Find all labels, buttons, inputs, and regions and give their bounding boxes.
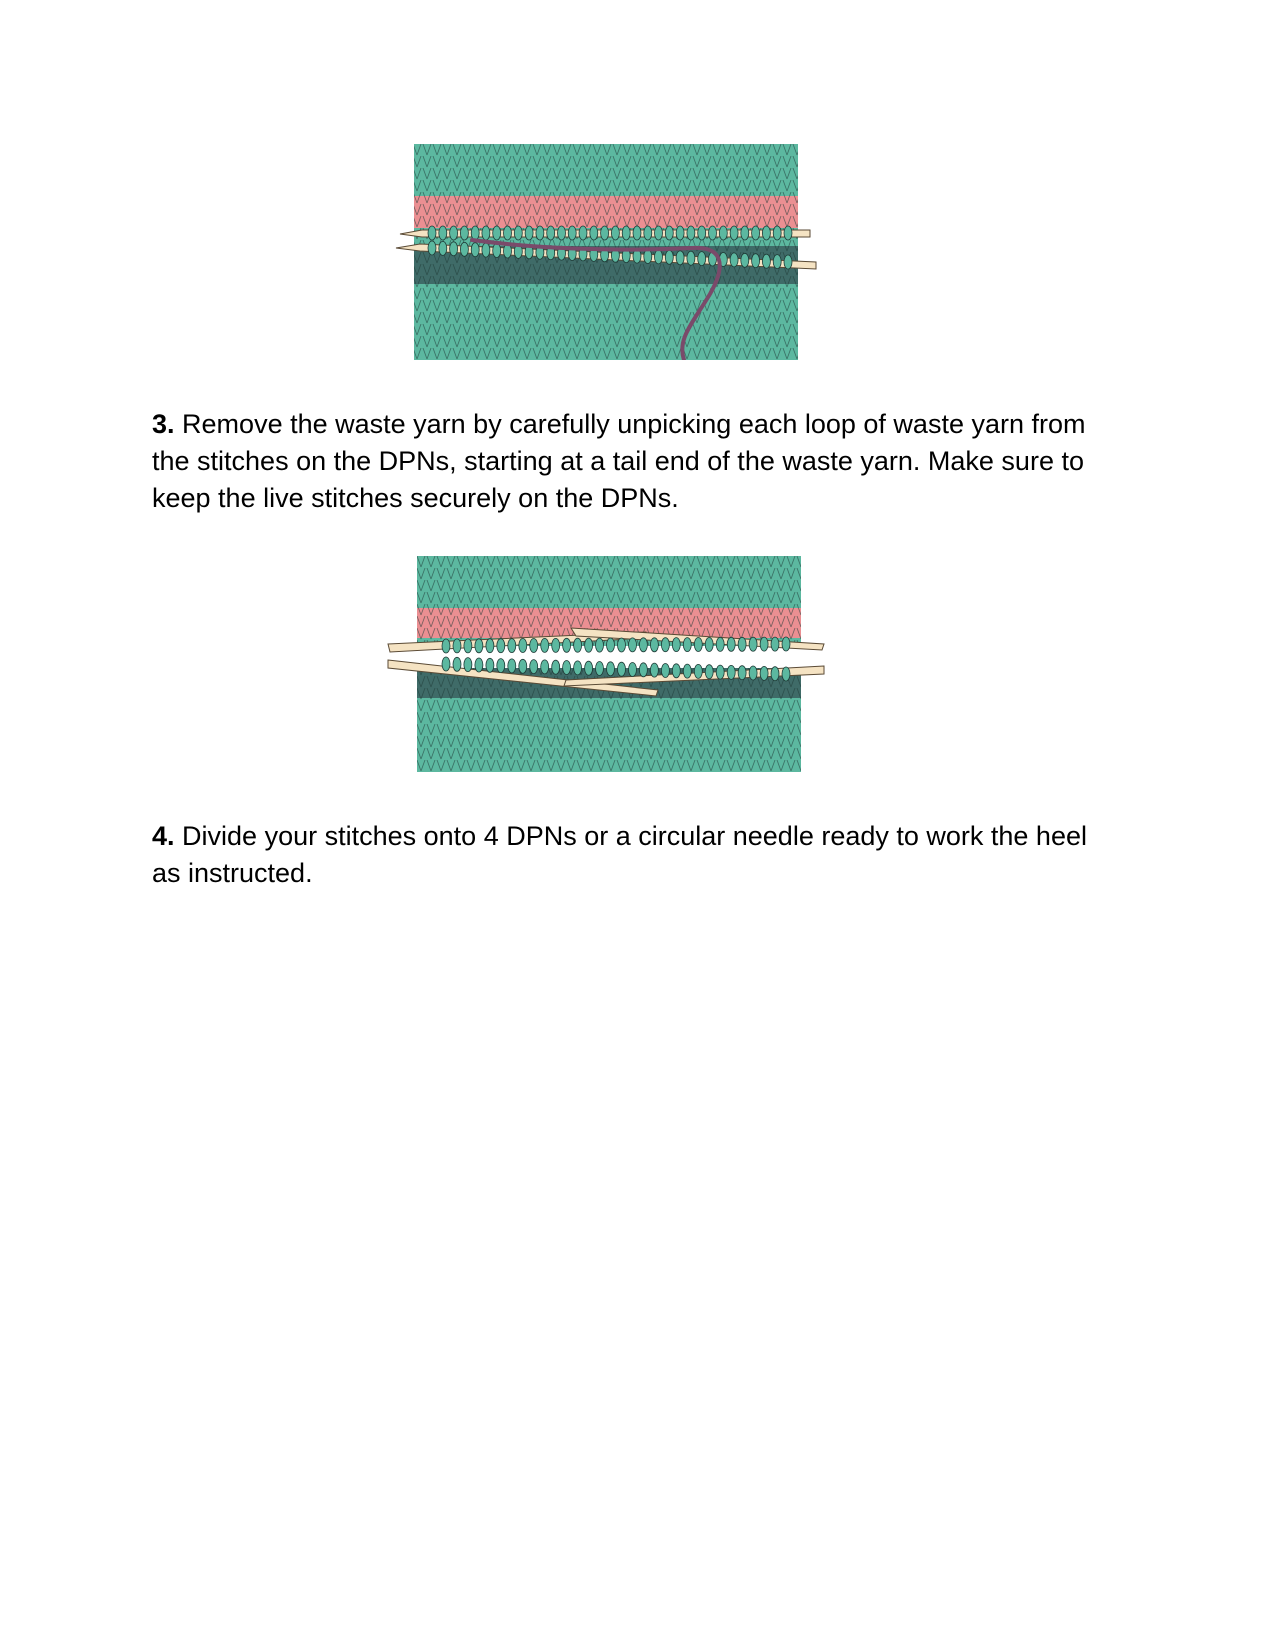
stitch-loop [719, 226, 727, 240]
stitch-loop [741, 253, 749, 267]
stitch-loop [428, 241, 436, 255]
stitch-loop [773, 226, 781, 240]
stitch-loop [639, 638, 647, 652]
stitch-loop [471, 226, 479, 240]
stitch-loop [727, 665, 735, 679]
stitch-loop [709, 226, 717, 240]
stitch-loop [650, 663, 658, 677]
stitch-loop [655, 250, 663, 264]
step-3-instruction [152, 406, 1112, 517]
stitch-loop [460, 242, 468, 256]
stitch-loop [771, 637, 779, 651]
stitch-loop [730, 253, 738, 267]
stitch-loop [536, 226, 544, 240]
stitch-loop [644, 226, 652, 240]
stitch-loop [568, 226, 576, 240]
stitch-loop [741, 226, 749, 240]
stitch-loop [629, 638, 637, 652]
stitch-loop [738, 666, 746, 680]
stitch-loop [773, 255, 781, 269]
stitch-loop [683, 664, 691, 678]
stitch-loop [471, 243, 479, 257]
stitch-loop [784, 226, 792, 240]
stitch-loop [552, 638, 560, 652]
stitch-loop [464, 658, 472, 672]
stitch-loop [596, 638, 604, 652]
stitch-loop [782, 667, 790, 681]
stitch-loop [730, 226, 738, 240]
stitch-loop [611, 226, 619, 240]
stitch-loop [752, 254, 760, 268]
stitch-loop [771, 667, 779, 681]
stitch-loop [453, 639, 461, 653]
stitch-loop [504, 226, 512, 240]
stitch-loop [574, 638, 582, 652]
stitch-loop [493, 226, 501, 240]
step-text: Remove the waste yarn by carefully unpicking each loop of waste yarn from the stitches on the DPNs, starting at a tail end of the waste yarn. Make sure to keep the live stitches securely on the DPNs. [152, 409, 1086, 513]
stitch-loop [450, 226, 458, 240]
stitch-loop [541, 638, 549, 652]
stitch-loop [687, 226, 695, 240]
stitch-loop [525, 226, 533, 240]
knitting-waste-yarn-figure [392, 144, 822, 360]
stitch-loop [698, 252, 706, 266]
stitch-loop [428, 226, 436, 240]
stitch-loop [563, 661, 571, 675]
stitch-loop [782, 637, 790, 651]
stitch-loop [596, 662, 604, 676]
stitch-loop [650, 638, 658, 652]
stitch-loop [661, 664, 669, 678]
stitch-loop [672, 638, 680, 652]
step-number: 3. [152, 409, 175, 439]
stitch-loop [607, 662, 615, 676]
stitch-loop [705, 638, 713, 652]
stitch-loop [585, 661, 593, 675]
stitch-loop [762, 226, 770, 240]
stitch-loop [661, 638, 669, 652]
stitch-loop [541, 660, 549, 674]
stitch-loop [727, 637, 735, 651]
stitch-loop [601, 226, 609, 240]
stitch-loop [676, 251, 684, 265]
stitch-loop [644, 250, 652, 264]
stitch-loop [442, 639, 450, 653]
stitch-loop [493, 244, 501, 258]
stitch-loop [618, 662, 626, 676]
stitch-loop [530, 660, 538, 674]
stitch-loop [633, 226, 641, 240]
stitch-loop [574, 661, 582, 675]
stitch-loop [694, 638, 702, 652]
stitch-loop [460, 226, 468, 240]
stitch-loop [585, 638, 593, 652]
stitch-loop [508, 659, 516, 673]
stitch-loop [590, 226, 598, 240]
stitch-loop [563, 638, 571, 652]
step-4-instruction [152, 818, 1112, 892]
stitch-loop [672, 664, 680, 678]
stitch-loop [530, 639, 538, 653]
stitch-loop [683, 638, 691, 652]
stitch-loop [698, 226, 706, 240]
stitch-loop [486, 639, 494, 653]
stitch-loop [665, 250, 673, 264]
stitch-loop [749, 637, 757, 651]
stitch-loop [514, 226, 522, 240]
stitch-loop [738, 637, 746, 651]
stitch-loop [475, 639, 483, 653]
stitch-loop [760, 637, 768, 651]
stitch-loop [519, 659, 527, 673]
stitch-loop [665, 226, 673, 240]
stitch-loop [622, 226, 630, 240]
step-number: 4. [152, 821, 175, 851]
stitch-loop [607, 638, 615, 652]
stitch-loop [497, 659, 505, 673]
stitch-loop [439, 241, 447, 255]
stitch-loop [629, 663, 637, 677]
stitch-loop [482, 226, 490, 240]
stitch-loop [579, 226, 587, 240]
stitch-loop [716, 665, 724, 679]
stitch-loop [760, 666, 768, 680]
stitch-loop [439, 226, 447, 240]
stitch-loop [464, 639, 472, 653]
stitch-loop [453, 657, 461, 671]
stitch-loop [752, 226, 760, 240]
stitch-loop [508, 639, 516, 653]
step-text: Divide your stitches onto 4 DPNs or a circular needle ready to work the heel as instructed. [152, 821, 1087, 888]
stitch-loop [497, 639, 505, 653]
stitch-loop [705, 665, 713, 679]
stitch-loop [694, 664, 702, 678]
stitch-loop [442, 657, 450, 671]
stitch-loop [687, 251, 695, 265]
stitch-loop [475, 658, 483, 672]
stitch-loop [519, 639, 527, 653]
stitch-loop [655, 226, 663, 240]
stitch-loop [762, 254, 770, 268]
stitch-loop [450, 242, 458, 256]
stitch-loop [618, 638, 626, 652]
stitch-loop [482, 243, 490, 257]
stitch-loop [547, 226, 555, 240]
stitch-loop [486, 658, 494, 672]
stitch-loop [558, 226, 566, 240]
stitch-loop [749, 666, 757, 680]
stitch-loop [552, 660, 560, 674]
stitch-loop [676, 226, 684, 240]
live-stitches-figure [386, 556, 826, 772]
stitch-loop [784, 255, 792, 269]
stitch-loop [716, 637, 724, 651]
stitch-loop [639, 663, 647, 677]
